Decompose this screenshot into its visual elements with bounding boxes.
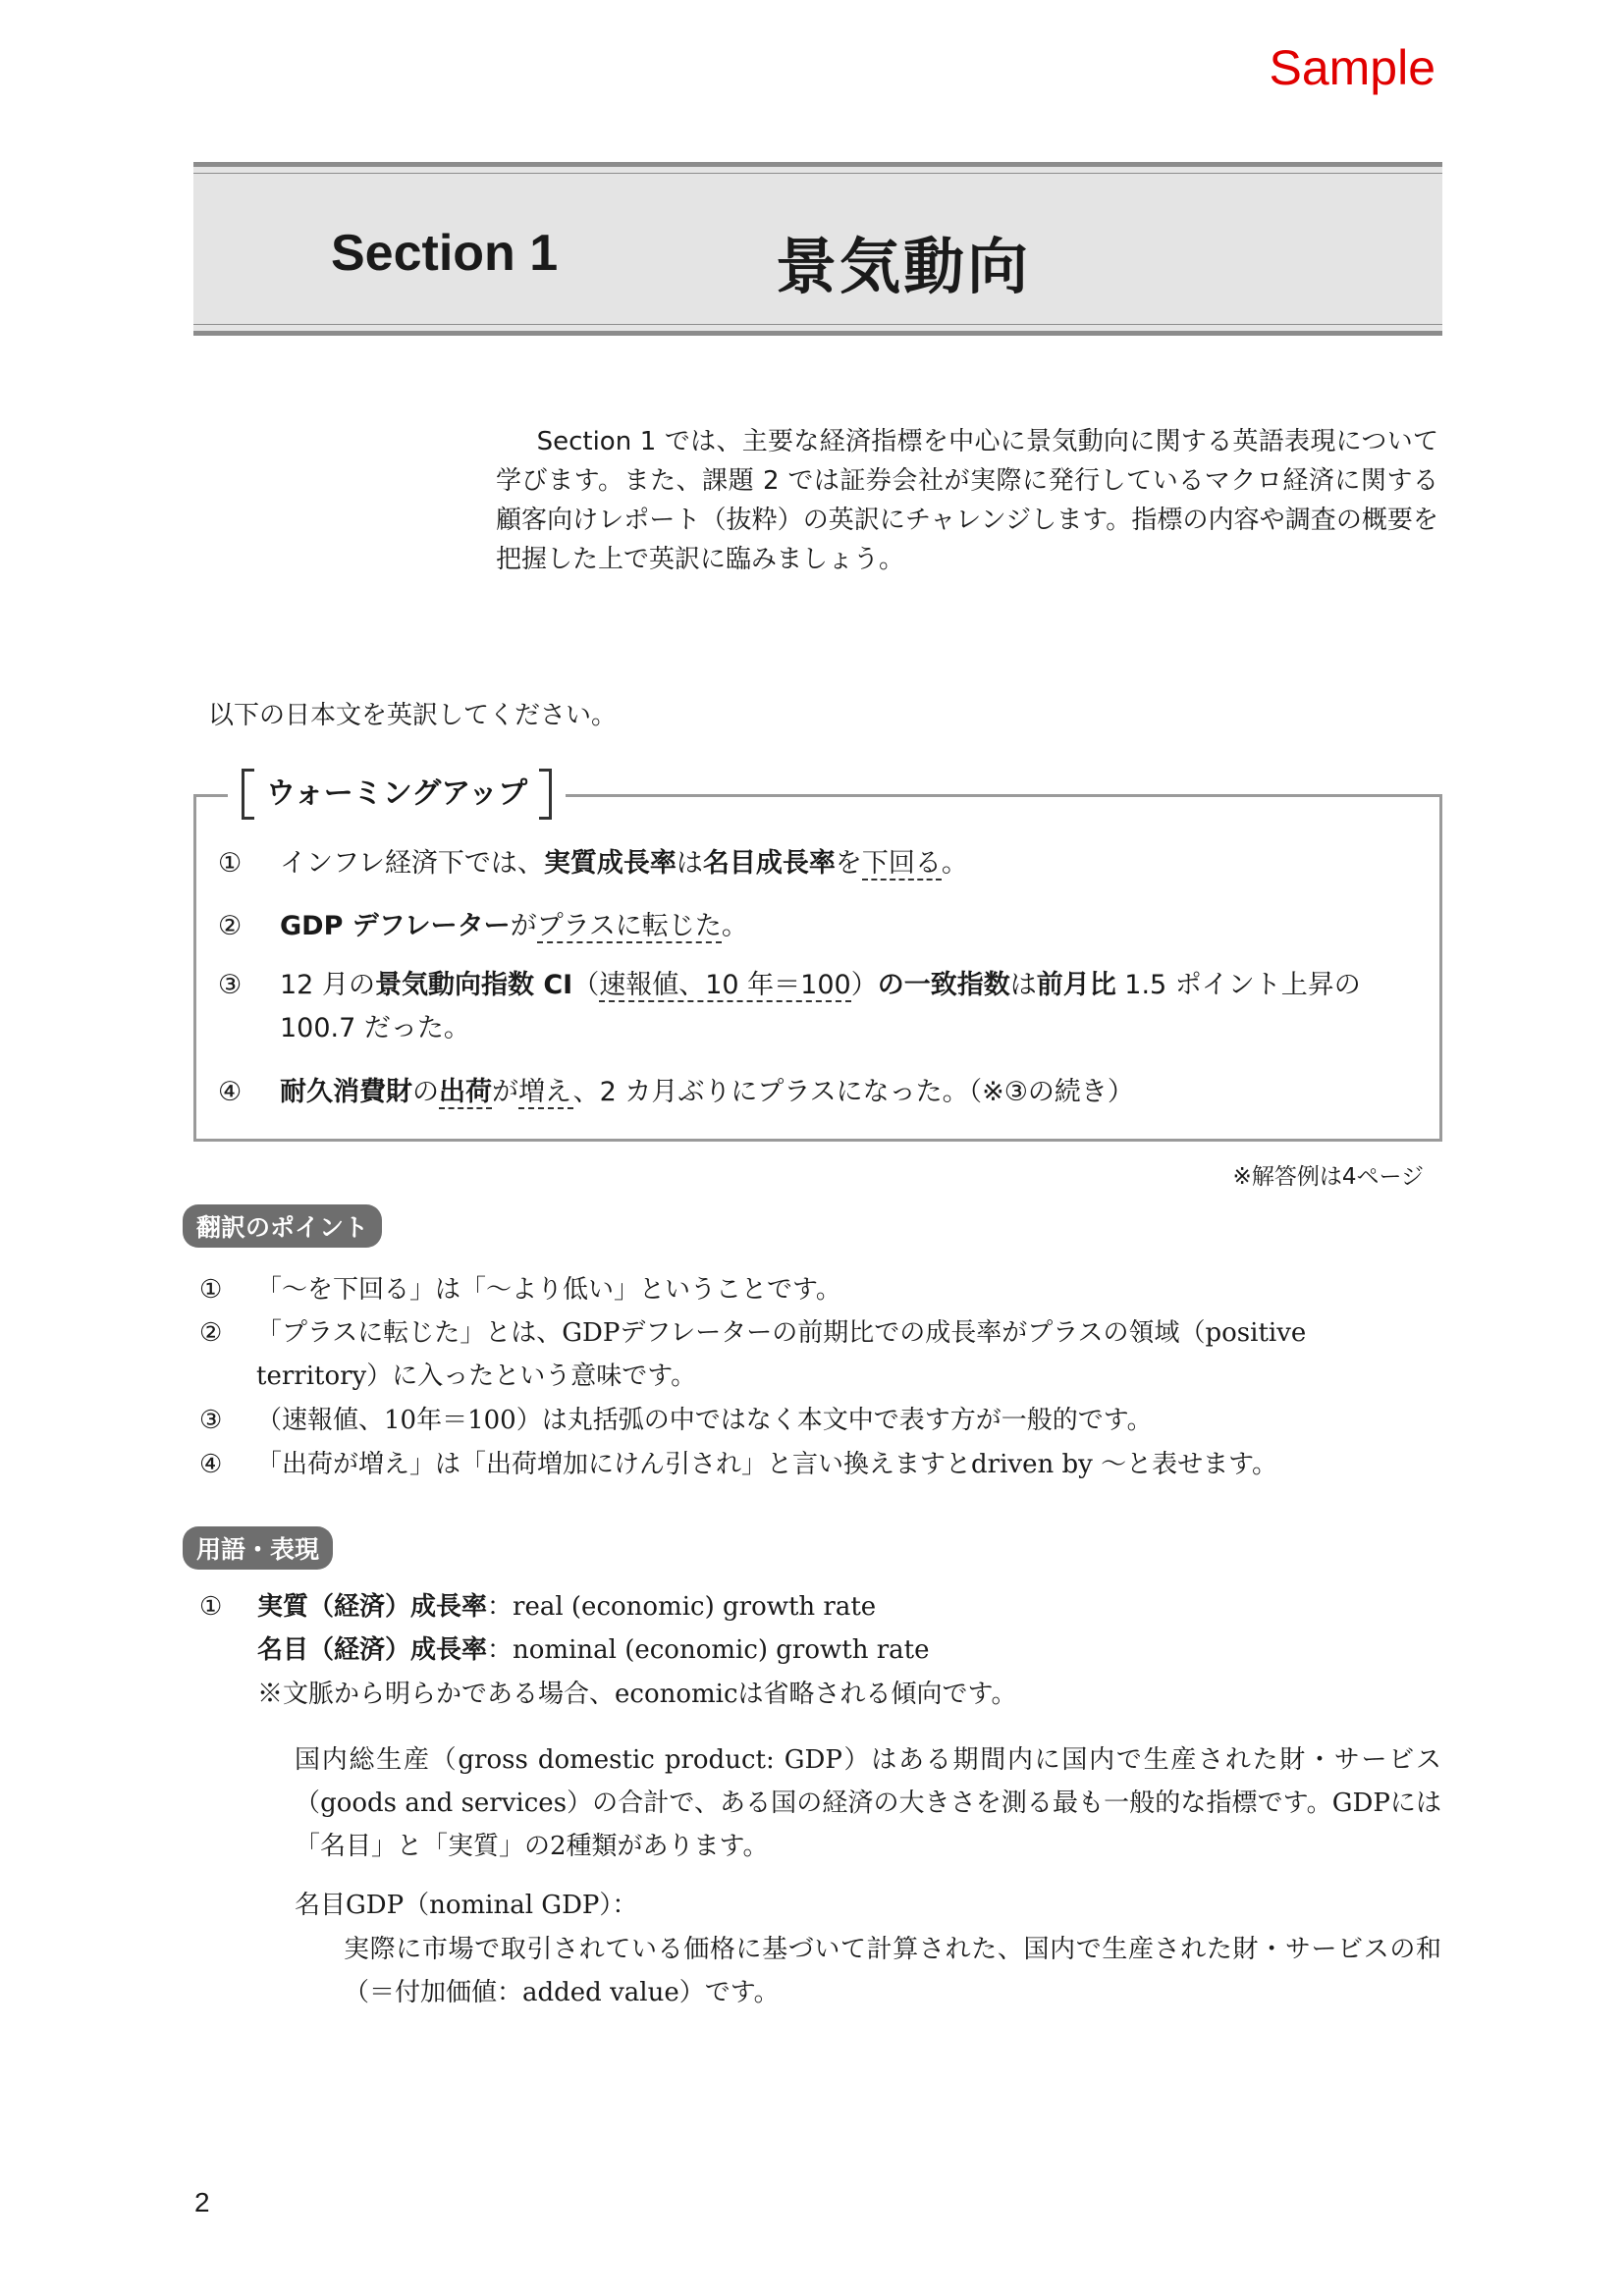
underlined-term: 下回る (861, 848, 942, 879)
warmup-label (228, 769, 566, 818)
term-label: 実質（経済）成長率 (257, 1592, 488, 1622)
point-number: ① (199, 1275, 223, 1305)
text: を (835, 848, 862, 879)
point-text: 「〜を下回る」は「〜より低い」ということです。 (256, 1275, 841, 1305)
text: 1.5 ポイント上昇の 100.7 だった。 (280, 970, 1361, 1043)
terms-heading (183, 1526, 333, 1570)
underlined-term: プラスに転じた (536, 911, 722, 941)
point-number: ③ (199, 1406, 223, 1435)
bold-term: 実質成長率 (543, 848, 677, 879)
page-number: 2 (194, 2187, 210, 2217)
points-heading (183, 1204, 382, 1248)
point-text: 「プラスに転じた」とは、GDPデフレーターの前期比での成長率がプラスの領域（positive territory）に入ったという意味です。 (256, 1318, 1307, 1391)
text: は (1009, 970, 1037, 1000)
text: 。 (941, 848, 968, 879)
term-nominal (257, 1629, 930, 1672)
text: が (492, 1077, 518, 1107)
nominal-gdp-description: 実際に市場で取引されている価格に基づいて計算された、国内で生産された財・サービスの和（＝付加価値：added value）です。 (344, 1935, 1441, 2007)
term-label: 名目（経済）成長率 (257, 1635, 488, 1665)
point-text: 「出荷が増え」は「出荷増加にけん引され」と言い換えますとdriven by 〜と表せます。 (256, 1450, 1277, 1479)
term-real (257, 1585, 876, 1629)
warmup-item-text (280, 842, 1438, 885)
underlined-term: 出荷 (439, 1077, 492, 1107)
point-number: ② (199, 1318, 223, 1348)
text: が (510, 911, 537, 941)
points-label: 翻訳のポイント (183, 1204, 382, 1248)
bold-term: 名目成長率 (702, 848, 836, 879)
point-text: （速報値、10年＝100）は丸括弧の中ではなく本文中で表す方が一般的です。 (256, 1406, 1153, 1435)
text: 、2 カ月ぶりにプラスになった。（※③の続き） (572, 1077, 1134, 1107)
bold-term: GDP デフレーター (280, 911, 511, 941)
underlined-term: 速報値、10 年＝100 (599, 970, 851, 1000)
answer-note: ※解答例は4ページ (1232, 1164, 1424, 1190)
bold-term: 景気動向指数 CI (374, 970, 573, 1000)
left-bracket-icon (242, 769, 254, 820)
intro-paragraph: Section 1 では、主要な経済指標を中心に景気動向に関する英語表現について学びます。また、課題 2 では証券会社が実際に発行しているマクロ経済に関する顧客向けレポート（抜粋）の英訳にチャレンジします。指標の内容や調査の概要を把握した上で英訳に臨みましょう。 (496, 427, 1438, 574)
section-title: 景気動向 (776, 231, 1032, 302)
bold-term: の一致指数 (877, 970, 1010, 1000)
point-number: ④ (199, 1450, 223, 1479)
terms-label: 用語・表現 (183, 1526, 333, 1570)
warmup-item-text (280, 1071, 1438, 1114)
text: インフレ経済下では、 (280, 848, 544, 879)
text: ） (850, 970, 878, 1000)
term-value: ：real (economic) growth rate (487, 1592, 877, 1622)
text: の (412, 1077, 439, 1107)
text: は (676, 848, 703, 879)
text: （ (572, 970, 600, 1000)
warmup-item-number: ② (218, 911, 243, 941)
warmup-item-number: ① (218, 848, 243, 879)
term-number: ① (199, 1592, 223, 1622)
term-note: ※文脈から明らかである場合、economicは省略される傾向です。 (257, 1680, 1017, 1709)
gdp-paragraph: 国内総生産（gross domestic product: GDP）はある期間内に国内で生産された財・サービス（goods and services）の合計で、ある国の経済の大きさを測る最も一般的な指標です。GDPには「名目」と「実質」の2種類があります。 (295, 1745, 1441, 1861)
term-value: ：nominal (economic) growth rate (487, 1635, 930, 1665)
warmup-item-text (280, 905, 1438, 948)
section-number: Section 1 (331, 225, 559, 282)
bold-term: 耐久消費財 (280, 1077, 412, 1107)
warmup-item-number: ③ (218, 970, 243, 1000)
text: 12 月の (280, 970, 375, 1000)
warmup-label-text: ウォーミングアップ (266, 776, 528, 811)
sample-watermark: Sample (1269, 40, 1435, 95)
nominal-gdp-title: 名目GDP（nominal GDP）： (295, 1891, 638, 1920)
right-bracket-icon (539, 769, 552, 820)
underlined-term: 増え (518, 1077, 573, 1107)
section-banner (193, 162, 1442, 336)
instruction-text: 以下の日本文を英訳してください。 (208, 701, 618, 730)
text: 。 (721, 911, 748, 941)
bold-term: 前月比 (1036, 970, 1116, 1000)
warmup-item-number: ④ (218, 1077, 243, 1107)
warmup-item-text (280, 964, 1438, 1050)
